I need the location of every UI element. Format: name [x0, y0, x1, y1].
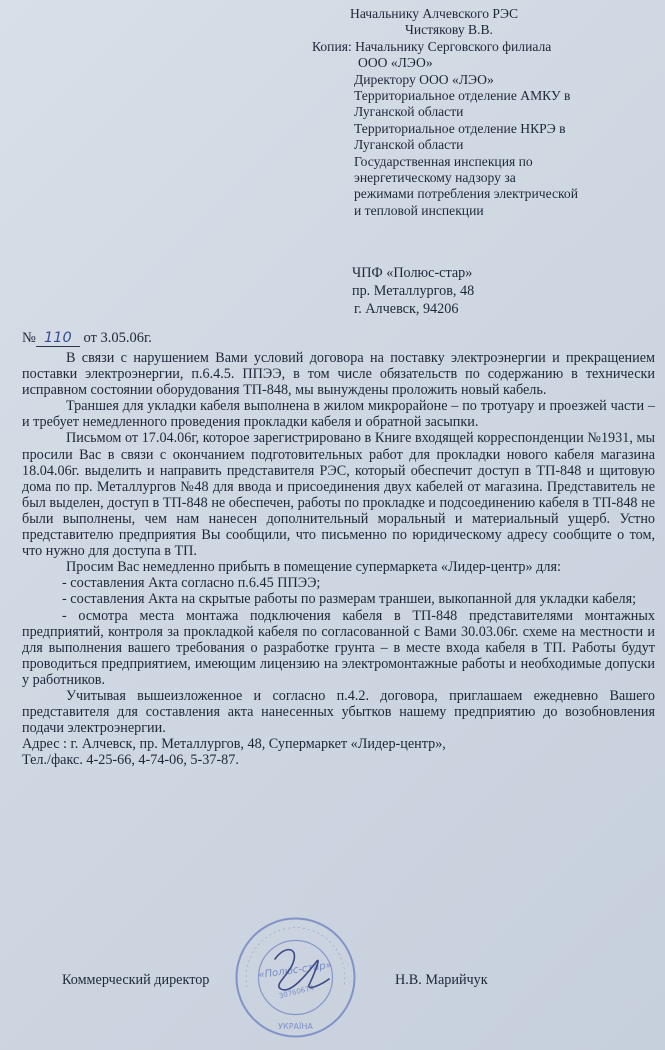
addressee-line: Начальнику Алчевского РЭС [350, 6, 519, 21]
ref-date: от 3.05.06г. [83, 330, 152, 346]
addressee-line: Луганской области [354, 104, 464, 120]
paragraph: Письмом от 17.04.06г, которое зарегистрировано в Книге входящей корреспонденции №1931, мы просили Вас в связи с окончанием подготовительных работ для прокладки нового кабеля магазина 18.04.06г. выделить и направить представителя РЭС, который обеспечит доступ в ТП-848 и щитовую дома по пр. Металлургов №48 для ввода и присоединения двух кабелей от магазина. Представитель не был выделен, доступ в ТП-848 не обеспечен, работы по прокладке и подсоединению кабеля в ТП-848 не были выполнены, чем нам нанесен дополнительный моральный и материальный ущерб. Устно представителю предприятия Вы сообщили, что письменно по юридическому адресу сообщите о том, что нужно для доступа в ТП. [22, 430, 655, 560]
addressee-line: Территориальное отделение АМКУ в [354, 88, 571, 104]
paragraph: Траншея для укладки кабеля выполнена в жилом микрорайоне – по тротуару и проезжей части – и требует немедленного проведения прокладки кабеля и обратной засыпки. [22, 398, 655, 431]
ref-number: 110 [36, 330, 80, 347]
addressee-line: Чистякову В.В. [405, 22, 493, 38]
addressee-block [312, 6, 657, 219]
list-item: - составления Акта согласно п.6.45 ППЭЭ; [62, 575, 321, 592]
footer-address: Адрес : г. Алчевск, пр. Металлургов, 48, Супермаркет «Лидер-центр», [22, 736, 446, 753]
sender-line: г. Алчевск, 94206 [354, 301, 459, 317]
stamp-country: УКРАЇНА [278, 1022, 313, 1031]
paragraph: Просим Вас немедленно прибыть в помещение супермаркета «Лидер-центр» для: [66, 559, 561, 576]
stamp-center-text: «Полюс-стар» [257, 959, 333, 982]
letter-body [22, 350, 655, 768]
addressee-line: режимами потребления электрической [354, 186, 578, 202]
company-stamp [233, 915, 358, 1040]
signature-name: Н.В. Марийчук [395, 972, 488, 988]
addressee-line: и тепловой инспекции [354, 202, 484, 218]
addressee-line: Государственная инспекция по [354, 153, 533, 169]
paragraph: В связи с нарушением Вами условий договора на поставку электроэнергии и прекращением поставки электроэнергии, п.6.4.5. ППЭЭ, в том числе обязательств по содержанию в технически исправном состоянии оборудования ТП-848, мы вынуждены проложить новый кабель. [22, 350, 655, 399]
list-item: - составления Акта на скрытые работы по размерам траншеи, выкопанной для укладки кабеля; [62, 591, 637, 608]
addressee-line: энергетическому надзору за [354, 170, 516, 186]
addressee-line: ООО «ЛЭО» [358, 55, 433, 71]
list-item: - осмотра места монтажа подключения кабеля в ТП-848 представителями монтажных предприятий, контроля за прокладкой кабеля по согласованной с Вами 30.03.06г. схеме на местности и для выполнения вашего требования о разработке грунта – в месте входа кабеля в ТП. Работы будут проводиться предприятием, имеющим лицензию на электромонтажные работы и необходимые допуски у работников. [22, 607, 655, 688]
footer-phone: Тел./факс. 4-25-66, 4-74-06, 5-37-87. [22, 752, 239, 769]
ref-prefix: № [22, 330, 36, 346]
sender-line: ЧПФ «Полюс-стар» [352, 265, 473, 281]
addressee-line: Директору ООО «ЛЭО» [354, 71, 494, 87]
sender-line: пр. Металлургов, 48 [352, 283, 475, 299]
stamp-code: 30760674 [278, 983, 315, 1001]
sender-block [352, 264, 474, 318]
addressee-line: Территориальное отделение НКРЭ в [354, 120, 566, 136]
reference-line [22, 330, 152, 347]
closing-paragraph: Учитывая вышеизложенное и согласно п.4.2. договора, приглашаем ежедневно Вашего представителя для составления акта нанесенных убытков нашему предприятию до возобновления подачи электроэнергии. [22, 687, 655, 737]
addressee-line: Луганской области [354, 137, 464, 153]
addressee-line: Копия: Начальнику Серговского филиала [312, 38, 552, 54]
signature-title: Коммерческий директор [62, 972, 210, 988]
